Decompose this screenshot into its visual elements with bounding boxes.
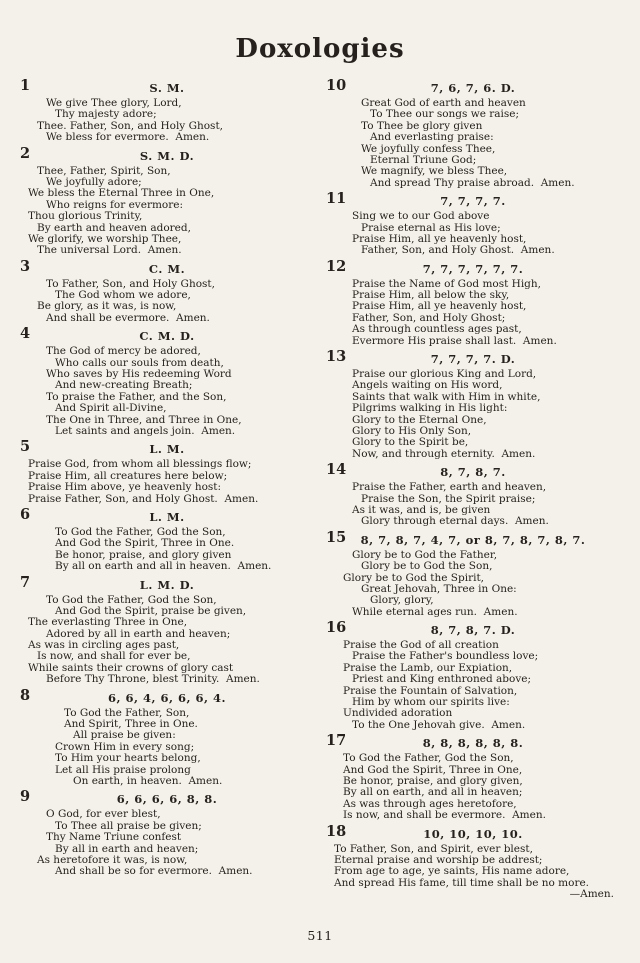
hymn-line: Praise the Name of God most High, [352, 277, 542, 290]
hymn-header [326, 732, 620, 751]
hymn-line: Praise the Fountain of Salvation, [343, 684, 518, 697]
hymn-number: 11 [326, 190, 347, 208]
hymn-line: The One in Three, and Three in One, [46, 413, 242, 426]
hymn-line: To Father, Son, and Holy Ghost, [46, 277, 215, 290]
hymn-line: To praise the Father, and the Son, [46, 390, 227, 403]
hymn-line: Glory to His Only Son, [352, 424, 472, 437]
hymn-meter: 8, 8, 8, 8, 8, 8. [422, 736, 524, 751]
hymn-header [20, 144, 314, 163]
hymn-number: 5 [20, 438, 31, 456]
hymn-line: And God the Spirit, Three in One, [343, 763, 523, 776]
hymn-line: And God the Spirit, praise be given, [55, 604, 247, 617]
hymn-lines [334, 98, 620, 189]
hymn-line: The God whom we adore, [55, 289, 191, 302]
hymn-number: 14 [326, 461, 347, 479]
hymn-line: To Thee all praise be given; [55, 819, 202, 832]
hymn-meter: L. M. D. [139, 577, 195, 592]
hymn-line: Glory to the Spirit be, [352, 436, 469, 449]
hymn-header [20, 325, 314, 344]
hymn-header [20, 573, 314, 592]
hymn-block [326, 77, 620, 189]
hymn-line: Father, Son, and Holy Ghost. Amen. [361, 244, 555, 257]
hymn-line: Undivided adoration [343, 707, 453, 720]
hymn-line: As was in circling ages past, [28, 639, 180, 652]
hymn-line: Who reigns for evermore: [46, 198, 184, 211]
hymn-line: Saints that walk with Him in white, [352, 390, 541, 403]
hymn-number: 15 [326, 528, 347, 546]
hymn-line: Glory be to God the Father, [352, 548, 498, 561]
hymn-line: Before Thy Throne, blest Trinity. Amen. [46, 673, 260, 686]
hymn-lines [28, 346, 314, 437]
hymn-line: We joyfully adore; [46, 175, 142, 188]
hymn-line: Be honor, praise, and glory given, [343, 774, 523, 787]
hymn-block [326, 528, 620, 618]
hymn-lines [28, 527, 314, 573]
hymn-line: Priest and King enthroned above; [352, 673, 532, 686]
hymn-line: Let all His praise prolong [55, 763, 191, 776]
hymn-line: Who saves by His redeeming Word [46, 368, 232, 381]
hymn-line: And shall be evermore. Amen. [46, 311, 210, 324]
hymn-lines [334, 482, 620, 528]
hymn-number: 8 [20, 686, 31, 704]
hymn-line: Father, Son, and Holy Ghost; [352, 311, 506, 324]
hymn-line: On earth, in heaven. Amen. [73, 774, 223, 787]
hymn-block [326, 348, 620, 460]
hymn-block [326, 732, 620, 822]
hymn-header [326, 528, 620, 547]
hymn-line: Sing we to our God above [352, 210, 490, 223]
hymn-header [20, 257, 314, 276]
hymn-line: While eternal ages run. Amen. [352, 605, 518, 618]
hymn-header [326, 257, 620, 276]
hymn-line: All praise be given: [73, 729, 176, 742]
hymn-line: Praise Him, all ye heavenly host, [352, 232, 527, 245]
hymn-meter: C. M. [148, 261, 186, 276]
hymn-line: Glory through eternal days. Amen. [361, 515, 549, 528]
hymn-line: And spread His fame, till time shall be no more. [334, 876, 590, 889]
hymn-line: The everlasting Three in One, [28, 616, 188, 629]
hymn-line: Adored by all in earth and heaven; [46, 627, 231, 640]
hymn-line: Praise eternal as His love; [361, 221, 501, 234]
hymn-number: 2 [20, 144, 31, 162]
hymn-line: We magnify, we bless Thee, [361, 165, 508, 178]
hymn-line: And spread Thy praise abroad. Amen. [370, 176, 575, 189]
left-column [20, 76, 314, 880]
hymn-line: Thee, Father, Spirit, Son, [37, 164, 171, 177]
hymn-lines [28, 279, 314, 325]
hymn-meter: 7, 7, 7, 7, 7, 7. [422, 261, 524, 276]
hymn-lines [334, 640, 620, 731]
hymn-header [326, 822, 620, 841]
hymn-header [20, 77, 314, 95]
hymn-line: We joyfully confess Thee, [361, 142, 496, 155]
hymn-lines [28, 459, 314, 505]
hymn-block [20, 257, 314, 325]
hymn-number: 4 [20, 325, 31, 343]
hymn-header [20, 505, 314, 524]
hymn-line: To God the Father, God the Son, [55, 525, 226, 538]
hymn-line: Be honor, praise, and glory given [55, 548, 232, 561]
hymn-line: The universal Lord. Amen. [37, 244, 182, 257]
hymn-line: And Spirit all-Divine, [55, 402, 167, 415]
hymn-line: Great Jehovah, Three in One: [361, 582, 517, 595]
hymn-line: Praise God, from whom all blessings flow; [28, 458, 252, 471]
page-title: Doxologies [235, 34, 405, 64]
hymn-number: 12 [326, 257, 347, 275]
hymn-block [20, 438, 314, 505]
hymn-line: Glory be to God the Son, [361, 560, 493, 573]
hymn-block [20, 144, 314, 257]
hymn-block [326, 257, 620, 347]
hymn-header [20, 788, 314, 807]
hymn-lines [28, 809, 314, 877]
hymn-block [20, 686, 314, 788]
hymn-line: Praise Him, all below the sky, [352, 289, 510, 302]
hymn-lines [28, 595, 314, 686]
hymn-line: Glory, glory, [370, 594, 434, 607]
hymn-meter: L. M. [149, 442, 185, 457]
hymn-line: O God, for ever blest, [46, 808, 161, 821]
hymn-block [326, 822, 620, 901]
hymn-block [20, 573, 314, 686]
hymn-line: As it was, and is, be given [352, 503, 491, 516]
hymn-line: Praise the Father's boundless love; [352, 650, 539, 663]
hymn-line: And Spirit, Three in One. [64, 718, 198, 731]
hymn-columns [0, 76, 640, 902]
hymn-block [20, 788, 314, 878]
hymn-meter: 7, 7, 7, 7. [440, 194, 506, 209]
hymn-line: To Him your hearts belong, [55, 752, 201, 765]
hymn-line: Eternal Triune God; [370, 153, 477, 166]
hymn-number: 1 [20, 77, 31, 94]
hymn-header [326, 461, 620, 480]
hymn-line: Now, and through eternity. Amen. [352, 447, 536, 460]
hymn-block [20, 505, 314, 573]
hymn-number: 6 [20, 505, 31, 523]
hymn-line: Is now, and shall be evermore. Amen. [343, 809, 546, 822]
hymn-line: Eternal praise and worship be addrest; [334, 853, 543, 866]
hymn-meter: 6, 6, 4, 6, 6, 6, 4. [107, 690, 227, 705]
hymn-line: Praise the Lamb, our Expiation, [343, 661, 513, 674]
hymn-block [326, 190, 620, 257]
hymn-line: We give Thee glory, Lord, [46, 97, 182, 109]
hymn-line: Praise Him, all creatures here below; [28, 469, 228, 482]
hymn-meter: L. M. [149, 509, 185, 524]
hymn-line: Thee. Father, Son, and Holy Ghost, [37, 119, 223, 132]
hymn-line: We glorify, we worship Thee, [28, 232, 182, 245]
hymn-block [326, 619, 620, 731]
hymn-header [326, 348, 620, 367]
hymn-lines [334, 753, 620, 821]
hymn-line: As heretofore it was, is now, [37, 853, 188, 866]
hymn-line: Thy majesty adore; [55, 108, 157, 121]
hymn-line: Glory be to God the Spirit, [343, 571, 485, 584]
hymn-line: And God the Spirit, Three in One. [55, 537, 235, 550]
hymn-number: 10 [326, 77, 347, 94]
page-number: 511 [307, 928, 333, 943]
hymn-line: Praise the Father, earth and heaven, [352, 481, 547, 494]
hymn-meter: 10, 10, 10, 10. [423, 826, 523, 841]
hymn-line: Glory to the Eternal One, [352, 413, 487, 426]
hymn-line: By all on earth and all in heaven. Amen. [55, 560, 272, 573]
hymn-lines [334, 844, 620, 901]
hymn-line: To Father, Son, and Spirit, ever blest, [334, 842, 533, 855]
hymn-line: By all on earth, and all in heaven; [343, 786, 523, 799]
hymn-line: Him by whom our spirits live: [352, 696, 510, 709]
hymn-meter: S. M. [149, 81, 185, 95]
hymn-line: To God the Father, Son, [64, 706, 190, 719]
hymn-block [20, 77, 314, 144]
hymn-meter: 8, 7, 8, 7, 4, 7, or 8, 7, 8, 7, 8, 7. [360, 532, 586, 547]
hymn-number: 13 [326, 348, 347, 366]
hymn-line: Praise the God of all creation [343, 639, 499, 652]
hymn-number: 16 [326, 619, 347, 637]
hymn-line: Who calls our souls from death, [55, 356, 224, 369]
hymn-header [20, 438, 314, 457]
hymn-number: 17 [326, 732, 347, 750]
hymn-line: Is now, and shall for ever be, [37, 650, 191, 663]
hymn-line: While saints their crowns of glory cast [28, 661, 234, 674]
hymn-line: Pilgrims walking in His light: [352, 402, 508, 415]
hymn-lines [334, 211, 620, 257]
hymn-line: To God the Father, God the Son, [343, 752, 514, 765]
hymn-line: Praise Father, Son, and Holy Ghost. Amen. [28, 492, 259, 505]
hymn-line: Praise the Son, the Spirit praise; [361, 492, 536, 505]
hymn-block [20, 325, 314, 437]
hymn-line: Angels waiting on His word, [352, 379, 503, 392]
hymn-line: And new-creating Breath; [55, 379, 193, 392]
hymn-line: Praise our glorious King and Lord, [352, 368, 537, 381]
hymn-lines [334, 550, 620, 618]
hymn-header [20, 686, 314, 705]
hymn-header [326, 190, 620, 209]
hymn-number: 3 [20, 257, 31, 275]
hymn-number: 7 [20, 573, 31, 591]
hymn-line: Great God of earth and heaven [361, 97, 526, 109]
hymn-lines [28, 98, 314, 144]
hymn-line: Crown Him in every song; [55, 740, 195, 753]
hymn-line: From age to age, ye saints, His name adore, [334, 865, 570, 878]
hymn-lines [334, 369, 620, 460]
hymn-line: To Thee be glory given [361, 119, 483, 132]
hymn-lines [28, 166, 314, 257]
hymn-line: We bless for evermore. Amen. [46, 131, 210, 144]
hymn-line: Praise Him above, ye heavenly host: [28, 481, 222, 494]
hymn-line: Be glory, as it was, is now, [37, 300, 177, 313]
hymn-line: —Amen. [569, 888, 614, 901]
hymn-line: Thou glorious Trinity, [28, 210, 143, 223]
hymn-line: We bless the Eternal Three in One, [28, 187, 215, 200]
hymn-meter: C. M. D. [139, 329, 195, 344]
hymn-meter: 6, 6, 6, 6, 8, 8. [116, 792, 218, 807]
hymn-lines [28, 708, 314, 788]
hymn-line: Thy Name Triune confest [46, 831, 182, 844]
hymn-meter: 8, 7, 8, 7. D. [430, 623, 516, 638]
hymn-line: To Thee our songs we raise; [370, 108, 520, 121]
hymn-number: 18 [326, 822, 347, 840]
hymn-meter: S. M. D. [139, 148, 195, 163]
hymn-line: As through countless ages past, [352, 323, 522, 336]
hymn-line: Let saints and angels join. Amen. [55, 424, 236, 437]
hymn-line: Evermore His praise shall last. Amen. [352, 334, 557, 347]
hymn-line: The God of mercy be adored, [46, 345, 201, 358]
hymn-meter: 8, 7, 8, 7. [440, 465, 506, 480]
hymn-header [326, 77, 620, 95]
hymn-line: To God the Father, God the Son, [46, 593, 217, 606]
right-column [326, 76, 620, 902]
hymn-meter: 7, 7, 7, 7. D. [430, 352, 516, 367]
hymn-number: 9 [20, 788, 31, 806]
hymn-block [326, 461, 620, 528]
hymn-line: As was through ages heretofore, [343, 797, 517, 810]
hymn-line: By earth and heaven adored, [37, 221, 191, 234]
hymn-header [326, 619, 620, 638]
hymn-line: And shall be so for evermore. Amen. [55, 865, 253, 878]
hymn-line: And everlasting praise: [370, 131, 494, 144]
hymn-line: To the One Jehovah give. Amen. [352, 718, 526, 731]
hymn-meter: 7, 6, 7, 6. D. [430, 81, 516, 95]
hymn-lines [334, 279, 620, 347]
hymn-line: Praise Him, all ye heavenly host, [352, 300, 527, 313]
hymn-line: By all in earth and heaven; [55, 842, 199, 855]
